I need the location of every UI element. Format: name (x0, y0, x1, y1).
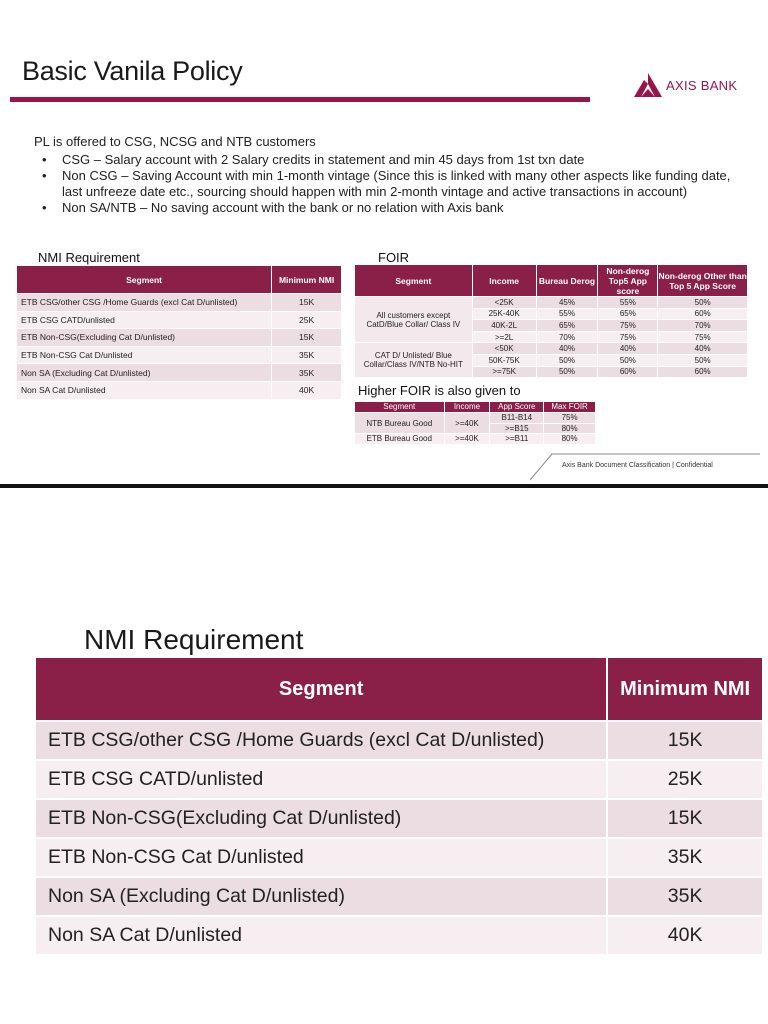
title-underline (10, 97, 590, 102)
column-header: Minimum NMI (272, 266, 342, 294)
nmi-section-label: NMI Requirement (38, 250, 140, 265)
table-cell: 25K-40K (472, 308, 536, 320)
table-row (35, 838, 763, 877)
column-header: Income (472, 265, 536, 297)
table-row (35, 721, 763, 760)
table-cell: ETB Non-CSG(Excluding Cat D/unlisted) (17, 329, 272, 347)
table-cell: 40K (607, 916, 763, 955)
table-cell: 80% (544, 423, 596, 434)
table-cell: 35K (607, 838, 763, 877)
table-cell: 25K (272, 311, 342, 329)
table-cell: 50% (658, 297, 748, 309)
table-cell: 80% (544, 434, 596, 445)
higher-foir-table (354, 401, 596, 445)
policy-slide (0, 0, 768, 487)
list-item: • CSG – Salary account with 2 Salary credits in statement and min 45 days from 1st txn date (34, 152, 734, 168)
table-cell: 45% (536, 297, 598, 309)
nmi-table-zoomed (34, 656, 764, 956)
table-cell: >=40K (444, 434, 490, 445)
table-cell: 75% (598, 320, 658, 332)
intro-line: PL is offered to CSG, NCSG and NTB customers (34, 134, 316, 149)
table-cell: 35K (272, 346, 342, 364)
column-header: Segment (35, 657, 607, 721)
table-cell: 55% (598, 297, 658, 309)
table-cell: 15K (272, 294, 342, 312)
table-row (17, 346, 342, 364)
table-cell: ETB Non-CSG(Excluding Cat D/unlisted) (35, 799, 607, 838)
column-header: Bureau Derog (536, 265, 598, 297)
table-cell: 50% (536, 366, 598, 378)
table-cell: Non SA (Excluding Cat D/unlisted) (17, 364, 272, 382)
table-cell: B11-B14 (490, 413, 544, 424)
table-row (17, 311, 342, 329)
foir-section-label: FOIR (378, 250, 410, 265)
table-cell: <50K (472, 343, 536, 355)
nmi-zoom-title: NMI Requirement (84, 624, 304, 655)
table-cell: 50% (658, 354, 748, 366)
table-cell: NTB Bureau Good (355, 413, 445, 434)
table-cell: ETB Non-CSG Cat D/unlisted (35, 838, 607, 877)
table-row (35, 916, 763, 955)
axis-bank-logo (634, 73, 737, 97)
table-cell: >=B11 (490, 434, 544, 445)
table-cell: ETB CSG CATD/unlisted (17, 311, 272, 329)
nmi-table-small (16, 265, 342, 400)
column-header: Segment (355, 402, 445, 413)
table-row (355, 343, 748, 355)
segment-group-cell: All customers except CatD/Blue Collar/ Class IV (355, 297, 473, 343)
table-row (35, 799, 763, 838)
table-cell: 50K-75K (472, 354, 536, 366)
table-cell: 65% (598, 308, 658, 320)
table-cell: 25K (607, 760, 763, 799)
higher-foir-label: Higher FOIR is also given to (358, 383, 521, 398)
table-cell: 35K (607, 877, 763, 916)
column-header: Non-derog Top5 App score (598, 265, 658, 297)
table-row (355, 413, 596, 424)
column-header: Max FOIR (544, 402, 596, 413)
column-header: Non-derog Other than Top 5 App Score (658, 265, 748, 297)
foir-table (354, 264, 748, 378)
table-row (355, 434, 596, 445)
slide-title: Basic Vanila Policy (22, 56, 243, 86)
table-cell: ETB Bureau Good (355, 434, 445, 445)
table-cell: 40% (658, 343, 748, 355)
column-header: Minimum NMI (607, 657, 763, 721)
table-cell: 50% (536, 354, 598, 366)
table-cell: Non SA (Excluding Cat D/unlisted) (35, 877, 607, 916)
table-cell: 70% (658, 320, 748, 332)
table-row (17, 364, 342, 382)
table-cell: 40% (598, 343, 658, 355)
table-cell: 60% (658, 366, 748, 378)
table-cell: 50% (598, 354, 658, 366)
table-cell: 40% (536, 343, 598, 355)
table-cell: 55% (536, 308, 598, 320)
table-cell: 15K (272, 329, 342, 347)
table-cell: 40K (272, 381, 342, 399)
column-header: Segment (355, 265, 473, 297)
table-cell: ETB CSG CATD/unlisted (35, 760, 607, 799)
table-cell: >=2L (472, 331, 536, 343)
table-cell: 35K (272, 364, 342, 382)
axis-logo-icon (634, 73, 662, 97)
table-cell: >=B15 (490, 423, 544, 434)
table-cell: <25K (472, 297, 536, 309)
table-cell: 75% (544, 413, 596, 424)
table-row (35, 877, 763, 916)
intro-block (34, 134, 734, 216)
table-cell: 15K (607, 721, 763, 760)
table-cell: 15K (607, 799, 763, 838)
list-item: • Non CSG – Saving Account with min 1-month vintage (Since this is linked with many other aspects like funding date, last unfreeze date etc., sourcing should happen with min 2-month vintage and active transactions in account) (34, 168, 734, 200)
table-cell: ETB Non-CSG Cat D/unlisted (17, 346, 272, 364)
segment-group-cell: CAT D/ Unlisted/ Blue Collar/Class IV/NTB No-HIT (355, 343, 473, 378)
table-cell: 60% (598, 366, 658, 378)
column-header: Segment (17, 266, 272, 294)
table-row (17, 381, 342, 399)
table-cell: Non SA Cat D/unlisted (17, 381, 272, 399)
table-cell: 70% (536, 331, 598, 343)
table-cell: >=40K (444, 413, 490, 434)
table-row (17, 329, 342, 347)
table-cell: 60% (658, 308, 748, 320)
table-cell: >=75K (472, 366, 536, 378)
table-row (355, 297, 748, 309)
classification-footer: Axis Bank Document Classification | Confidential (562, 462, 713, 469)
table-cell: 65% (536, 320, 598, 332)
brand-name: AXIS BANK (666, 77, 738, 93)
column-header: Income (444, 402, 490, 413)
table-row (17, 294, 342, 312)
table-cell: Non SA Cat D/unlisted (35, 916, 607, 955)
table-cell: 75% (598, 331, 658, 343)
table-row (35, 760, 763, 799)
list-item: • Non SA/NTB – No saving account with the bank or no relation with Axis bank (34, 200, 734, 216)
table-cell: 75% (658, 331, 748, 343)
table-cell: 40K-2L (472, 320, 536, 332)
table-cell: ETB CSG/other CSG /Home Guards (excl Cat D/unlisted) (35, 721, 607, 760)
section-divider (0, 484, 768, 488)
column-header: App Score (490, 402, 544, 413)
eligibility-list (34, 152, 734, 216)
table-cell: ETB CSG/other CSG /Home Guards (excl Cat D/unlisted) (17, 294, 272, 312)
